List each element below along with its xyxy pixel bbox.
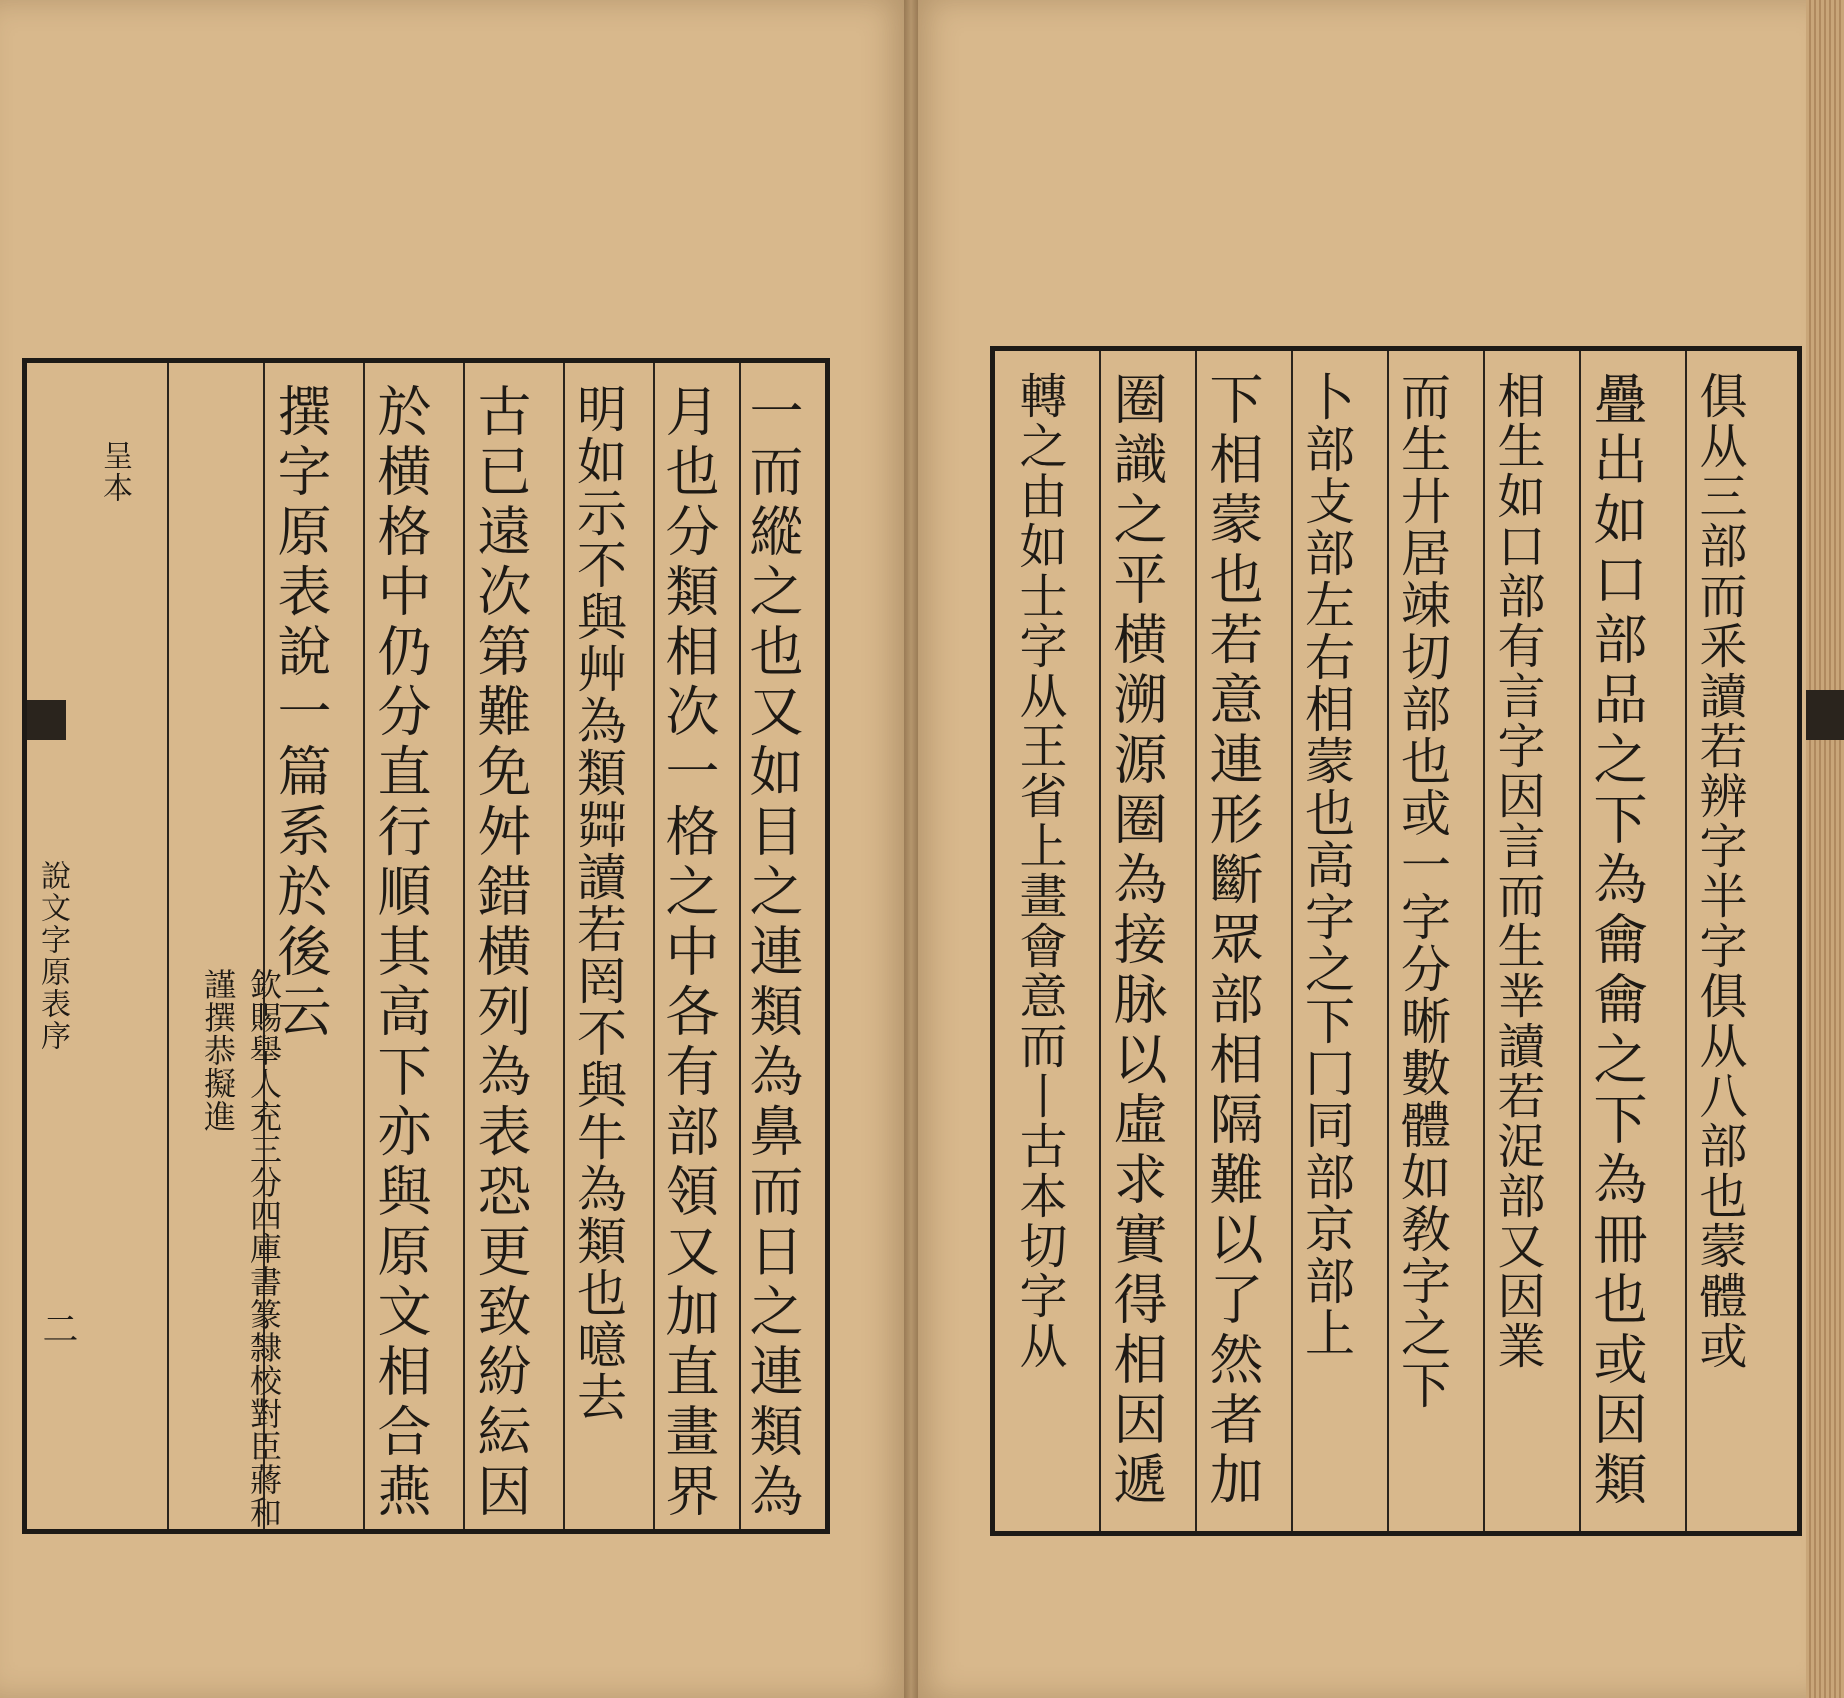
column-rule — [1483, 351, 1485, 1531]
left-text-frame — [22, 358, 830, 1534]
right-page — [910, 0, 1814, 1698]
text-column-2: 月也分類相次一格之中各有部領又加直畫界 — [657, 383, 720, 1523]
fold-mark-right — [1806, 690, 1844, 740]
text-column-7: 圈識之平横溯源圈為接脉以虛求實得相因遞 — [1105, 371, 1168, 1511]
text-column-5: 卜部攴部左右相蒙也高字之下冂同部京部上 — [1297, 371, 1355, 1359]
text-column-3: 相生如口部有言字因言而生丵讀若浞部又因業 — [1489, 371, 1545, 1371]
column-rule — [1685, 351, 1687, 1531]
text-column-6: 撰字原表說一篇系於後云 — [269, 383, 332, 1043]
side-label-top: 呈本 — [97, 440, 132, 504]
text-column-8: 轉之由如士字从王省上畫會意而丨古本切字从 — [1011, 371, 1067, 1371]
left-page — [0, 0, 910, 1698]
text-column-4: 古已遠次第難免舛錯横列為表恐更致紛紜因 — [469, 383, 532, 1523]
text-column-6: 下相蒙也若意連形斷眾部相隔難以了然者加 — [1201, 371, 1264, 1511]
side-label-title: 說文字原表序 — [35, 860, 70, 1052]
right-text-frame — [990, 346, 1802, 1536]
column-rule — [1291, 351, 1293, 1531]
column-rule — [1387, 351, 1389, 1531]
column-rule — [653, 363, 655, 1529]
text-column-4: 而生廾居竦切部也或一字分晰數體如敎字之下 — [1393, 371, 1451, 1411]
text-column-1: 俱从三部而釆讀若辨字半字俱从八部也蒙體或 — [1691, 371, 1747, 1371]
text-column-1: 一而縱之也又如目之連類為鼻而日之連類為 — [741, 383, 804, 1523]
text-column-2: 疊出如口部品之下為龠龠之下為冊也或因類 — [1585, 371, 1648, 1511]
signature-line: 欽賜舉人充三分四庫書篆隸校對臣蔣和謹撰恭擬進 — [199, 968, 283, 1529]
book-gutter — [904, 0, 918, 1698]
page-number: 二 — [37, 1310, 78, 1348]
page-edges — [1806, 0, 1844, 1698]
column-rule — [1579, 351, 1581, 1531]
column-rule — [463, 363, 465, 1529]
column-rule — [1195, 351, 1197, 1531]
column-rule — [363, 363, 365, 1529]
column-rule — [167, 363, 169, 1529]
text-column-3: 明如示不與艸為類茻讀若罔不與牛為類也噫去 — [569, 383, 627, 1423]
column-rule — [1099, 351, 1101, 1531]
text-column-5: 於横格中仍分直行順其高下亦與原文相合燕 — [369, 383, 432, 1523]
column-rule — [563, 363, 565, 1529]
